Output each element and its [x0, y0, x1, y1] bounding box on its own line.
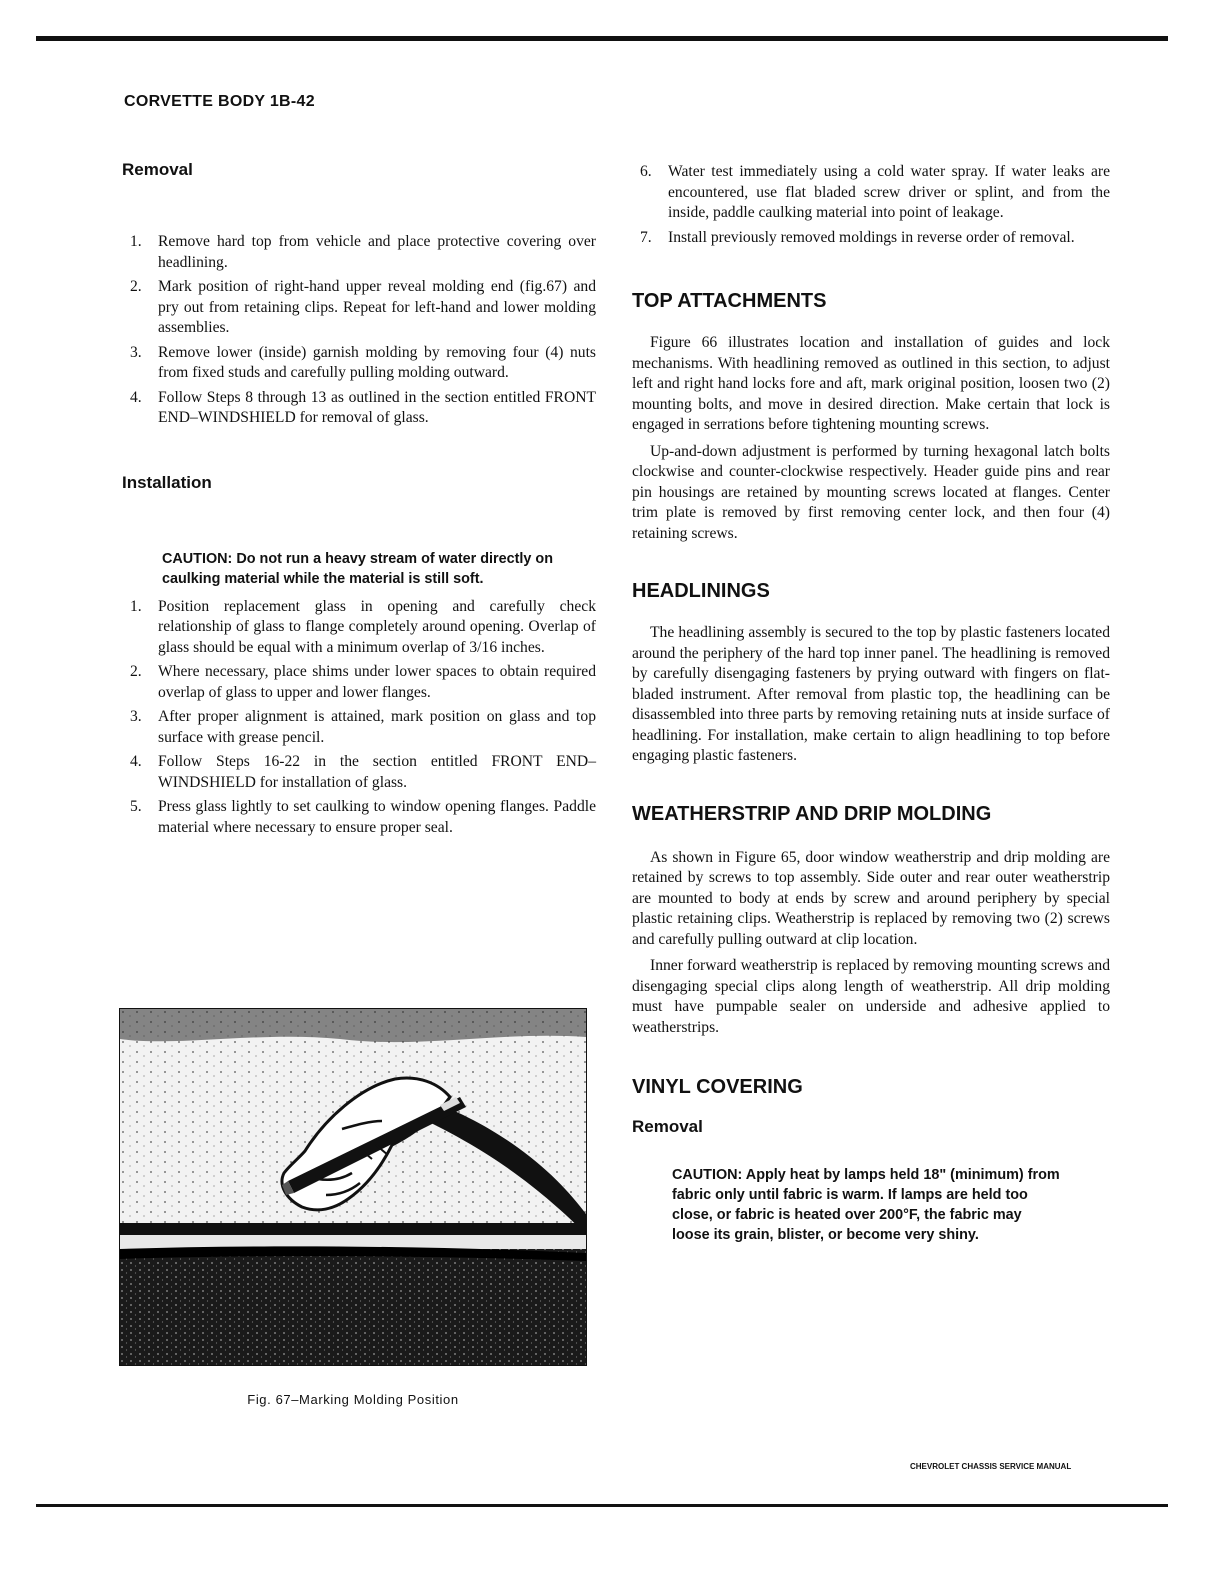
installation-caution: CAUTION: Do not run a heavy stream of water directly on caulking material while the material is still soft. — [162, 550, 554, 587]
figure-caption: Fig. 67–Marking Molding Position — [247, 1392, 459, 1407]
step-text: Mark position of right-hand upper reveal molding end (fig.67) and pry out from retaining clips. Repeat for left-hand and lower molding assemblies. — [158, 278, 596, 336]
list-item — [122, 707, 596, 748]
list-item — [632, 162, 1110, 224]
step-number: 2. — [130, 278, 142, 295]
list-item — [122, 662, 596, 703]
step-text: Follow Steps 8 through 13 as outlined in the section entitled FRONT END–WINDSHIELD for removal of glass. — [158, 388, 596, 426]
step-text: Install previously removed moldings in reverse order of removal. — [668, 228, 1075, 246]
list-item — [122, 388, 596, 429]
paragraph: Figure 66 illustrates location and installation of guides and lock mechanisms. With headlining removed as outlined in this section, to adjust left and right hand locks fore and aft, mark original position, loosen two (2) mounting bolts, and move in desired direction. Make certain that lock is engaged in serrations before tightening mounting screws. — [632, 334, 1110, 433]
step-number: 4. — [130, 388, 142, 406]
headlinings-body — [632, 623, 1110, 767]
weatherstrip-heading: WEATHERSTRIP AND DRIP MOLDING — [632, 802, 992, 825]
step-text: Follow Steps 16-22 in the section entitled FRONT END–WINDSHIELD for installation of glass. — [158, 753, 596, 791]
footer-manual-title: CHEVROLET CHASSIS SERVICE MANUAL — [910, 1462, 1072, 1471]
weatherstrip-body — [632, 848, 1110, 1039]
list-item — [632, 228, 1110, 249]
step-text: Press glass lightly to set caulking to window opening flanges. Paddle material where necessary to ensure proper seal. — [158, 798, 596, 836]
step-number: 1. — [130, 597, 142, 615]
vinyl-removal-heading: Removal — [632, 1117, 703, 1136]
step-number: 3. — [130, 708, 142, 725]
figure-67-image — [119, 1008, 587, 1366]
vinyl-caution: CAUTION: Apply heat by lamps held 18" (minimum) from fabric only until fabric is warm. If lamps are held too close, or fabric is heated over 200°F, the fabric may loose its grain, blister, or become very shiny. — [672, 1167, 1060, 1243]
removal-steps-continued — [632, 162, 1110, 248]
removal-heading: Removal — [122, 160, 193, 179]
step-text: Where necessary, place shims under lower spaces to obtain required overlap of glass to upper and lower flanges. — [158, 663, 596, 701]
top-rule — [36, 36, 1168, 41]
paragraph: Inner forward weatherstrip is replaced by removing mounting screws and disengaging special clips along length of weatherstrip. All drip molding must have pumpable sealer on underside and adhesive applied to weatherstrips. — [632, 957, 1110, 1036]
step-text: Remove lower (inside) garnish molding by removing four (4) nuts from fixed studs and carefully pulling molding outward. — [158, 343, 596, 381]
step-number: 1. — [130, 233, 142, 250]
step-text: Position replacement glass in opening and carefully check relationship of glass to flange completely around opening. Overlap of glass should be equal with a minimum overlap of 3/16 inches. — [158, 597, 596, 656]
step-number: 3. — [130, 343, 142, 361]
step-text: After proper alignment is attained, mark position on glass and top surface with grease pencil. — [158, 708, 596, 746]
list-item — [122, 343, 596, 384]
list-item — [122, 277, 596, 339]
removal-steps-list — [122, 232, 596, 429]
left-column — [122, 150, 596, 838]
top-attachments-heading: TOP ATTACHMENTS — [632, 290, 827, 312]
paragraph: As shown in Figure 65, door window weatherstrip and drip molding are retained by screws to top assembly. Side outer and rear outer weatherstrip are mounted to body at ends by screw and around periphery by special plastic retaining clips. Weatherstrip is replaced by removing two (2) screws and carefully pulling outward at clip location. — [632, 848, 1110, 948]
list-item — [122, 797, 596, 838]
list-item — [122, 597, 596, 659]
paragraph: Up-and-down adjustment is performed by turning hexagonal latch bolts clockwise and counter-clockwise respectively. Header guide pins and rear pin housings are retained by mounting screws located at flanges. Center trim plate is removed by first removing center lock, and then four (4) retaining screws. — [632, 442, 1110, 542]
step-text: Remove hard top from vehicle and place protective covering over headlining. — [158, 233, 596, 271]
list-item — [122, 752, 596, 793]
headlinings-heading: HEADLININGS — [632, 580, 770, 602]
step-number: 6. — [640, 163, 652, 180]
right-column — [632, 150, 1110, 1245]
step-text: Water test immediately using a cold water spray. If water leaks are encountered, use flat bladed screw driver or splint, and from the inside, paddle caulking material into point of leakage. — [668, 163, 1110, 221]
installation-steps-list — [122, 597, 596, 839]
step-number: 5. — [130, 798, 142, 815]
hand-marking-molding-illustration — [120, 1009, 586, 1365]
paragraph: The headlining assembly is secured to the top by plastic fasteners located around the periphery of the hard top inner panel. The headlining is removed by carefully disengaging fasteners by prying outward with fingers on flat-bladed instrument. After removal from plastic top, the headlining can be disassembled into three parts by removing retaining nuts at inside surface of headlining. For installation, make certain to align headlining to top before engaging plastic fasteners. — [632, 624, 1110, 764]
installation-heading: Installation — [122, 472, 212, 492]
bottom-rule — [36, 1504, 1168, 1507]
top-attachments-body — [632, 333, 1110, 544]
step-number: 7. — [640, 228, 652, 246]
step-number: 2. — [130, 663, 142, 680]
list-item — [122, 232, 596, 273]
step-number: 4. — [130, 753, 142, 770]
vinyl-covering-heading: VINYL COVERING — [632, 1076, 803, 1098]
page-header: CORVETTE BODY 1B-42 — [124, 93, 315, 110]
